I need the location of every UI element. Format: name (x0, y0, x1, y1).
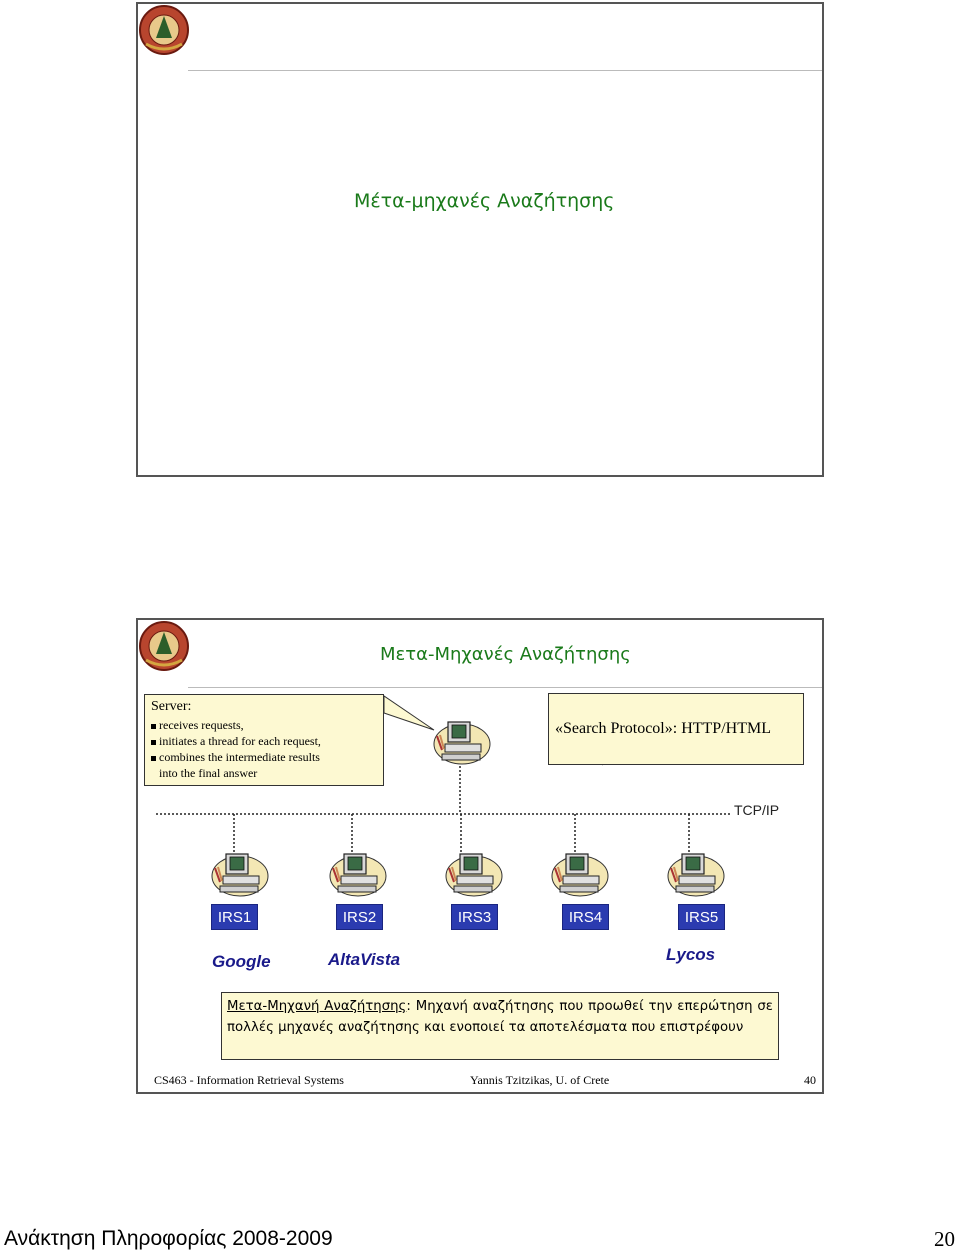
engine-altavista: AltaVista (328, 950, 401, 969)
engine-lycos: Lycos (666, 945, 716, 964)
header-rule (188, 70, 822, 71)
slide-2 (136, 618, 824, 1094)
protocol-value: HTTP/HTML (677, 720, 771, 737)
definition-text: : Μηχανή αναζήτησης που προωθεί την επερώτηση σε πολλές μηχανές αναζήτησης και ενοποιεί τα αποτελέσματα που επιστρέφουν (227, 999, 773, 1035)
server-computer-icon (432, 716, 494, 766)
irs-label: IRS2 (336, 904, 383, 930)
slide-1-title: Μέτα-μηχανές Αναζήτησης (354, 190, 615, 212)
irs-label: IRS1 (211, 904, 258, 930)
definition-term: Μετα-Μηχανή Αναζήτησης (227, 999, 407, 1014)
server-label: Server (151, 699, 188, 714)
definition-box (221, 992, 779, 1060)
footer-author: Yannis Tzitzikas, U. of Crete (470, 1073, 610, 1087)
server-item: receives requests, (151, 717, 377, 733)
bullet-icon (151, 724, 156, 729)
irs-computer-icon (666, 848, 728, 898)
slide-1 (136, 2, 824, 477)
server-callout (144, 694, 384, 786)
network-label: TCP/IP (734, 802, 780, 818)
slide-2-title: Μετα-Μηχανές Αναζήτησης (380, 644, 631, 665)
irs-label: IRS3 (451, 904, 498, 930)
footer-course: CS463 - Information Retrieval Systems (154, 1073, 344, 1087)
footer-page-number: 40 (804, 1073, 816, 1087)
server-colon: : (187, 699, 192, 714)
bullet-icon (151, 740, 156, 745)
irs-computer-icon (550, 848, 612, 898)
protocol-name: «Search Protocol»: (555, 720, 678, 737)
engine-google: Google (212, 952, 271, 971)
protocol-callout (548, 693, 804, 765)
irs-label: IRS4 (562, 904, 609, 930)
server-item-continuation: into the final answer (159, 766, 258, 780)
server-item: initiates a thread for each request, (151, 733, 377, 749)
page-footer-number: 20 (934, 1227, 955, 1251)
irs-computer-icon (210, 848, 272, 898)
page-footer-title: Ανάκτηση Πληροφορίας 2008-2009 (4, 1227, 333, 1250)
irs-computer-icon (328, 848, 390, 898)
irs-label: IRS5 (678, 904, 725, 930)
bullet-icon (151, 756, 156, 761)
server-item: combines the intermediate results (151, 749, 377, 765)
university-logo (138, 4, 192, 58)
irs-computer-icon (444, 848, 506, 898)
